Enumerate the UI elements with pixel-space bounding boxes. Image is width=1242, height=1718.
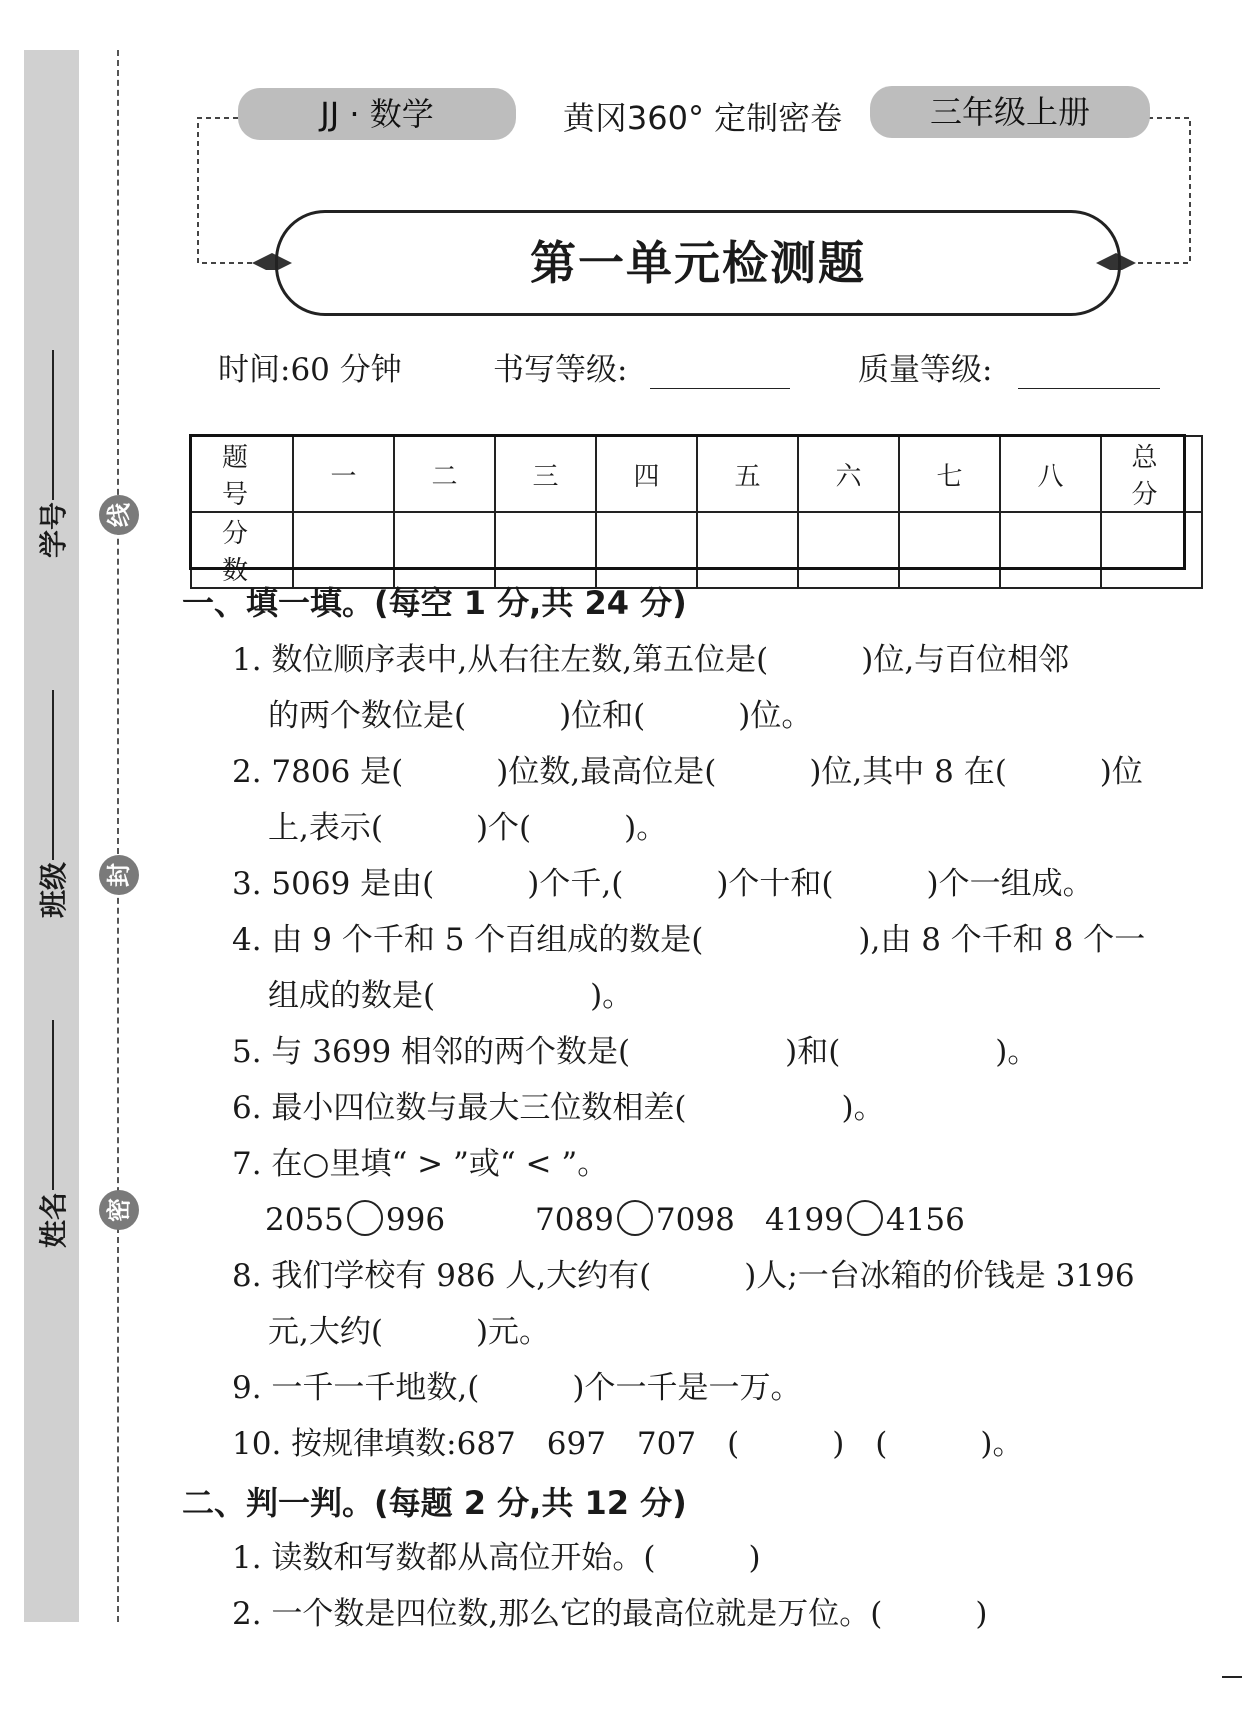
writing-grade-blank[interactable] [650, 388, 790, 389]
question-line: 7. 在○里填“ > ”或“ < ”。 [232, 1146, 609, 1182]
class-label: 班级 [37, 861, 70, 918]
seal-line-mark: 线 [99, 495, 139, 535]
question-line: 3. 5069 是由( )个千,( )个十和( )个一组成。 [232, 866, 1094, 902]
writing-grade-label: 书写等级: [493, 352, 628, 388]
comparison-right: 7098 [655, 1202, 735, 1238]
comparison-item [265, 1198, 445, 1242]
score-cell[interactable] [697, 512, 798, 588]
circle-blank[interactable] [847, 1200, 883, 1236]
comparison-item [765, 1198, 965, 1242]
question-line: 10. 按规律填数:687 697 707 ( ) ( )。 [232, 1426, 1024, 1462]
score-cell[interactable] [293, 512, 394, 588]
table-cell: 一 [293, 436, 394, 512]
comparison-right: 4156 [885, 1202, 965, 1238]
quality-grade-label: 质量等级: [858, 352, 993, 388]
table-cell: 四 [596, 436, 697, 512]
table-cell: 二 [394, 436, 495, 512]
table-cell: 八 [1000, 436, 1101, 512]
series-title: 黄冈360° 定制密卷 [562, 99, 843, 137]
score-cell[interactable] [596, 512, 697, 588]
table-cell: 六 [798, 436, 899, 512]
exam-info [218, 348, 1178, 392]
table-cell: 分 数 [191, 512, 293, 588]
seal-seal-mark: 封 [99, 855, 139, 895]
score-cell[interactable] [899, 512, 1000, 588]
page-corner-mark [1222, 1676, 1242, 1678]
question-line: 9. 一千一千地数,( )个一千是一万。 [232, 1370, 802, 1406]
name-label: 姓名 [37, 1191, 70, 1248]
score-table [190, 435, 1203, 589]
table-row [191, 512, 1202, 588]
question-line: 2. 7806 是( )位数,最高位是( )位,其中 8 在( )位 [232, 754, 1143, 790]
subject-badge: JJ · 数学 [238, 88, 516, 140]
score-cell[interactable] [495, 512, 596, 588]
question-line: 组成的数是( )。 [268, 978, 634, 1014]
table-header-row [191, 436, 1202, 512]
class-blank[interactable] [52, 690, 54, 860]
student-id-blank[interactable] [52, 350, 54, 500]
comparison-left: 7089 [535, 1202, 614, 1238]
table-cell: 三 [495, 436, 596, 512]
quality-grade-blank[interactable] [1018, 388, 1160, 389]
table-cell: 题 号 [191, 436, 293, 512]
table-cell: 总 分 [1101, 436, 1202, 512]
score-cell[interactable] [798, 512, 899, 588]
time-limit: 时间:60 分钟 [218, 352, 402, 388]
comparison-left: 4199 [765, 1202, 844, 1238]
comparison-item [535, 1198, 735, 1242]
circle-blank[interactable] [617, 1200, 653, 1236]
name-blank[interactable] [52, 1020, 54, 1190]
question-line: 元,大约( )元。 [268, 1314, 551, 1350]
question-line: 1. 数位顺序表中,从右往左数,第五位是( )位,与百位相邻 [232, 642, 1070, 678]
page-title: 第一单元检测题 [530, 236, 866, 290]
seal-secret-mark: 密 [99, 1190, 139, 1230]
table-cell: 五 [697, 436, 798, 512]
comparison-right: 996 [385, 1202, 446, 1238]
question-line: 的两个数位是( )位和( )位。 [268, 698, 813, 734]
question-line: 6. 最小四位数与最大三位数相差( )。 [232, 1090, 885, 1126]
score-cell[interactable] [1000, 512, 1101, 588]
question-line: 1. 读数和写数都从高位开始。( ) [232, 1540, 761, 1576]
score-cell[interactable] [394, 512, 495, 588]
question-line: 8. 我们学校有 986 人,大约有( )人;一台冰箱的价钱是 3196 [232, 1258, 1135, 1294]
question-line: 2. 一个数是四位数,那么它的最高位就是万位。( ) [232, 1596, 988, 1632]
student-id-label: 学号 [37, 501, 70, 558]
cut-line [117, 50, 119, 1622]
question-line: 上,表示( )个( )。 [268, 810, 668, 846]
comparison-left: 2055 [265, 1202, 344, 1238]
score-cell[interactable] [1101, 512, 1202, 588]
section-heading: 二、判一判。(每题 2 分,共 12 分) [182, 1484, 687, 1522]
circle-blank[interactable] [347, 1200, 383, 1236]
grade-badge: 三年级上册 [870, 86, 1150, 138]
question-line: 5. 与 3699 相邻的两个数是( )和( )。 [232, 1034, 1039, 1070]
question-line: 4. 由 9 个千和 5 个百组成的数是( ),由 8 个千和 8 个一 [232, 922, 1146, 958]
table-cell: 七 [899, 436, 1000, 512]
section-heading: 一、填一填。(每空 1 分,共 24 分) [182, 584, 687, 622]
